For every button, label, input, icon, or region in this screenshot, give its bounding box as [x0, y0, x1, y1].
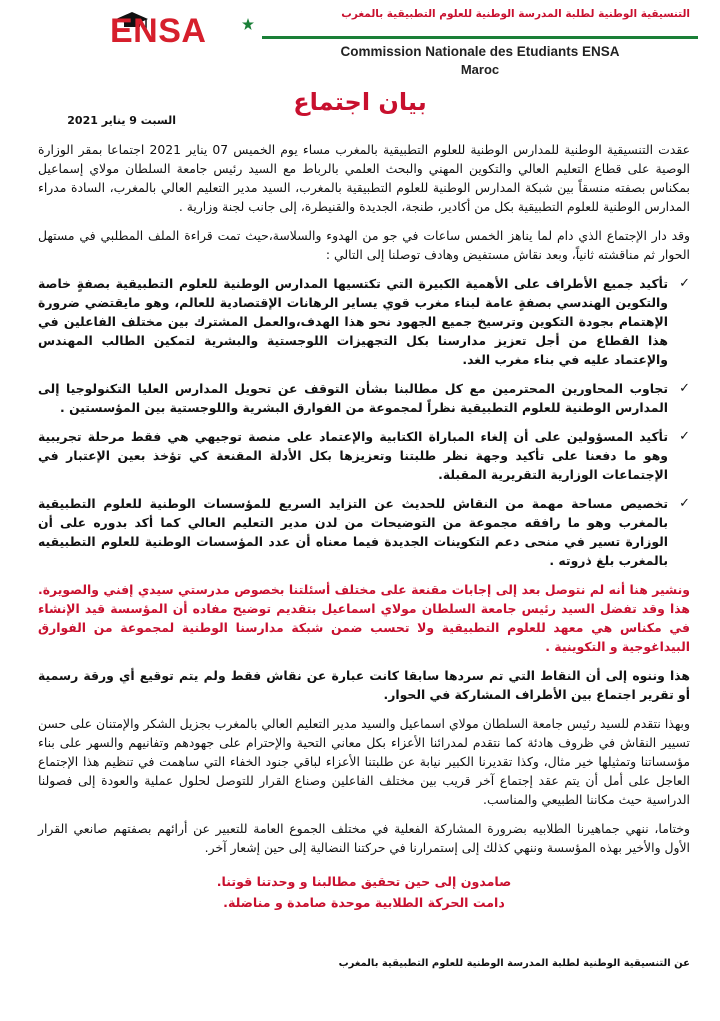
outcomes-list [38, 274, 690, 570]
intro-paragraph: عقدت التنسيقية الوطنية للمدارس الوطنية للعلوم التطبيقية بالمغرب مساء يوم الخميس 07 يناير 2021 اجتماعا بمقر الوزارة الوصية على قطاع التعليم العالي والتكوين المهني والبحث العلمي بالرباط مع السيد رئيس جامعة السلطان مولاي إسماعيل بمكناس بصفته منسقاً بين شبكة المدارس الوطنية للعلوم التطبيقية بالمغرب، السيد مدير التعليم العالي بالمغرب، السادة مدراء المدارس الوطنية للعلوم التطبيقية بكل من أكادير، طنجة، الجديدة والقنيطرة، إلى جانب لجنة وزارية . [38, 142, 690, 214]
ensa-logo [110, 10, 260, 60]
slogan-line: دامت الحركة الطلابية موحدة صامدة و مناضلة. [223, 895, 505, 910]
red-note: ونشير هنا أنه لم نتوصل بعد إلى إجابات مقنعة على مختلف أسئلتنا بخصوص مدرستي سيدي إفني والصويرة. هذا وقد تفضل السيد رئيس جامعة السلطان مولاي اسماعيل بتقديم توضيح مفاده أن المؤسسة قيد الإنشاء في مكناس هي معهد للعلوم التطبيقية ولا تحسب ضمن شبكة مدارسنا الوطنية لمجموعة من الفوارق البيداغوجية و التكوينية . [38, 582, 690, 654]
list-item: ✓ تأكيد المسؤولين على أن إلغاء المباراة الكتابية والإعتماد على منصة توجيهي هي فقط مرحلة تجريبية وهو ما دفعنا على تأكيد وجهة نظر طلبتنا وتعزيزها بكل الأدلة المقنعة كي تؤخذ بعين الإعتبار في الإجتماعات الوزارية التقريرية المقبلة. [38, 429, 690, 482]
check-icon: ✓ [679, 276, 690, 291]
statement-body [38, 140, 690, 913]
slogans [38, 871, 690, 913]
check-icon: ✓ [679, 429, 690, 444]
org-name-arabic: التنسيقية الوطنية لطلبة المدرسة الوطنية للعلوم التطبيقية بالمغرب [341, 8, 690, 20]
footer-signature: عن التنسيقية الوطنية لطلبة المدرسة الوطنية للعلوم التطبيقية بالمغرب [338, 958, 690, 969]
commission-name: Commission Nationale des Etudiants ENSA [340, 44, 620, 59]
thanks-paragraph: وبهذا نتقدم للسيد رئيس جامعة السلطان مولاي اسماعيل والسيد مدير التعليم العالي بالمغرب بجزيل الشكر والإمتنان على حسن تسيير النقاش في ظروف هادئة كما نتقدم لمدرائنا الأعزاء بكل معاني التحية والإحترام على جهودهم وتفانيهم والسهر على بناء مؤسساتنا وتمثيلها خير مثال، وكذا تقديرنا الكبير نيابة عن طلبتنا الأعزاء لباقي جنود الخفاء التي ساهمت في تنظيم هذا الإجتماع العاجل على أمل أن يتم عقد إجتماع آخر قريب بين مختلف الفاعلين وصناع القرار للتوصل لحلول عملية والعودة إلى فصولنا الدراسية حيث مكاننا الطبيعي والمناسب. [38, 716, 690, 807]
country-name: Maroc [460, 62, 500, 77]
statement-date: السبت 9 يناير 2021 [67, 114, 176, 127]
list-item: ✓ تخصيص مساحة مهمة من النقاش للحديث عن التزايد السريع للمؤسسات الوطنية للعلوم التطبيقية بالمغرب وهو ما رافقه مجموعة من التوضيحات من لدن مدير التعليم العالي كما أكد بدوره على أن الوزارة تسير في منحى دعم التكوينات الجديدة فيما معناه أن عدد المؤسسات الوطنية للعلوم التطبيقيه بالمغرب بلغ ذروته . [38, 496, 690, 568]
bold-note: هذا وننوه إلى أن النقاط التي تم سردها سابقا كانت عبارة عن نقاش فقط ولم يتم توقيع أي ورقة رسمية أو تقرير اجتماع بين الأطراف المشاركة في الحوار. [38, 668, 690, 702]
page-title: بيان اجتماع [293, 88, 427, 116]
closing-paragraph: وختاما، ننهي جماهيرنا الطلابيه بضرورة المشاركة الفعلية في مختلف الجموع العامة للتعبير عن أرائهم بصفتهم صانعي القرار الأول والأخير بهذه المؤسسة وننهي كذلك إلى إستمرارنا في حركتنا النضالية إلى حين إشعار آخر. [38, 821, 690, 855]
check-icon: ✓ [679, 381, 690, 396]
check-icon: ✓ [679, 496, 690, 511]
list-item: ✓ تأكيد جميع الأطراف على الأهمية الكبيرة التي تكتسيها المدارس الوطنية للعلوم التطبيقية بصفةٍ خاصة والتكوين الهندسي بصفةٍ عامة لبناء مغرب قوي يساير الرهانات الإقتصادية للعالم، وهو مايقتضي ضرورة الإهتمام بجودة التكوين وترسيخ جميع الجهود نحو هذا الهدف،والعمل المشترك بين مختلف الفاعلين في هذا القطاع من أجل تعزيز مدارسنا بكل التجهيزات اللوجستية والبشرية لتمكين الطالب المهندس والإعتماد عليه في بناء مغرب الغد. [38, 276, 690, 367]
list-item: ✓ تجاوب المحاورين المحترمين مع كل مطالبنا بشأن التوقف عن تحويل المدارس العليا التكنولوجيا إلى المدارس الوطنية للعلوم التطبيقية نظراً لمجموعة من الفوارق البشرية واللوجستية بين المؤسستين . [38, 381, 690, 415]
logo-text: ENSA [110, 12, 207, 50]
slogan-line: صامدون إلى حين تحقيق مطالبنا و وحدتنا قوتنا. [216, 874, 512, 889]
header-rule [262, 36, 698, 39]
star-icon [242, 18, 254, 30]
discussion-paragraph: وقد دار الإجتماع الذي دام لما يناهز الخمس ساعات في جو من الهدوء والسلاسة،حيث تمت قراءة الملف المطلبي في مستهل الحوار ثم مناقشته ثانياً، وبعد نقاش مستفيض وهادف توصلنا إلى التالي : [38, 228, 690, 262]
